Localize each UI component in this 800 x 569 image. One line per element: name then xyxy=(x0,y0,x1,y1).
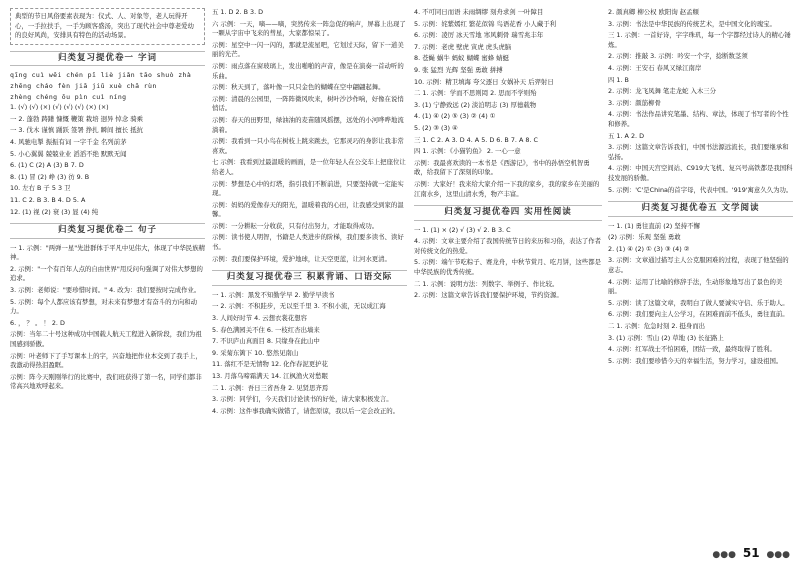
answer-line: 4. 示例：这件事我确实做错了，请您原谅，我以后一定会改正的。 xyxy=(212,406,400,415)
answer-line: 2. 示例：推敲 3. 示例：吟安一个字，捻断数茎须 xyxy=(608,52,748,61)
answer-line: 示例：叶老师下了手写课本上的字，兴奋地把作业本交到了我手上，我激动得热泪盈眶。 xyxy=(10,351,202,370)
answer-line: 7. 示例：老虎 壁虎 寅虎 虎头虎脑 xyxy=(414,42,512,51)
answer-line: 3. 人间好时节 4. 云想衣裳花想容 xyxy=(212,314,307,323)
answer-line: 5. 春色满园关不住 6. 一枝红杏出墙来 xyxy=(212,325,320,334)
section-heading-words: 归类复习提优卷一 字词 xyxy=(10,51,205,67)
answer-line: 4. 示例：运用了比喻的修辞手法，生动形象地写出了景色的美丽。 xyxy=(608,277,783,296)
answer-line: 一 2. 蓬勃 踌躇 慷慨 鞭策 栽培 迥异 悼念 骑乘 xyxy=(10,114,144,123)
answer-line: 3. 示例：这篇文章告诉我们，中国书法源远流长，我们要继承和弘扬。 xyxy=(608,143,789,161)
answer-line: 2. 示例：龙飞凤舞 笔走龙蛇 入木三分 xyxy=(608,87,717,96)
answer-line: 11. C 2. B 3. B 4. D 5. A xyxy=(10,195,86,204)
answer-line: 2. (1) ④ (2) ① (3) ③ (4) ② xyxy=(608,244,690,253)
answer-line: 6. 示例：我们要向主人公学习，在困难面前不低头，勇往直前。 xyxy=(608,310,789,319)
answer-line: 一 2. 示例：不积跬步，无以至千里 3. 不积小流，无以成江海 xyxy=(212,302,386,311)
intro-note: 典型的节日风俗要素表现为：仪式、人、对象等，老人玩得开心，一手拉扶手，一手为顾客盛汤，突出了现代社会中尊老爱幼的良好风尚，安排具有特色的活动场景。 xyxy=(10,8,205,45)
answer-line: 示例：一分耕耘一分收获，只有付出努力，才能取得成功。 xyxy=(212,221,379,230)
answer-line: 3. 示例：书法是中华民族的传统艺术，是中国文化的瑰宝。 xyxy=(608,19,776,28)
answer-line: 4. 风驰电掣 振振有词 一字千金 名列前茅 xyxy=(10,137,127,146)
answer-line: 4. 示例：文章主要介绍了我国传统节日的来历和习俗，表达了作者对传统文化的热爱。 xyxy=(414,237,602,255)
answer-line: 示例：星空中一闪一闪的，那就是流星吧，它划过天际，留下一道美丽的光芒。 xyxy=(212,40,404,59)
answer-line: 示例：春天的田野里，绿油油的麦苗随风摇摆，远处的小河哗哗地流淌着。 xyxy=(212,115,404,134)
answer-line: 6. ， ？ 。 ！ 2. D xyxy=(10,318,65,327)
answer-line: 5. 示例：我们要珍惜今天的幸福生活，努力学习，建设祖国。 xyxy=(608,356,783,365)
answer-line: 一 1. (1) 勇往直前 (2) 坚持不懈 xyxy=(608,221,700,230)
section-heading-practical-reading: 归类复习提优卷四 实用性阅读 xyxy=(414,205,602,221)
answer-line: 二 1. 示例：危急时刻 2. 挺身而出 xyxy=(608,322,706,331)
answer-line: 示例：雨点落在窗玻璃上，发出啪啪的声音，像是在演奏一首动听的乐曲。 xyxy=(212,61,404,80)
answer-column-3 xyxy=(414,8,602,303)
answer-line: 示例：大家好！我来给大家介绍一下我的家乡，我的家乡在美丽的江南水乡，这里山清水秀，物产丰富。 xyxy=(414,179,600,198)
answer-line: 示例：读书使人明智，书籍是人类进步的阶梯，我们要多读书、读好书。 xyxy=(212,233,404,252)
answer-line: 5. 示例：'C'是China的首字母，代表中国。'919'寓意久久为功。 xyxy=(608,185,793,194)
answer-line: 2. 示例："一个有百年人点的自由世界"用反问句强调了对伟大梦想的追求。 xyxy=(10,264,203,283)
page-number: 51 xyxy=(742,546,760,561)
answer-line: 4. 不可同日而语 未雨绸缪 刻舟求剑 一叶障目 xyxy=(414,8,544,16)
answer-line: 示例：我看到一只小鸟在树枝上跳来跳去，它那灵巧的身影让我非常喜欢。 xyxy=(212,137,404,155)
star-dots-icon: ●●● xyxy=(766,550,790,561)
answer-line: 示例：清晨的公园里，一阵阵微风吹来，树叶沙沙作响，好像在说悄悄话。 xyxy=(212,94,404,113)
answer-line: 示例：阵今天刚刚举行的比赛中，我们班获得了第一名，同学们都非常高兴地欢呼起来。 xyxy=(10,372,202,391)
answer-line: 12. (1) 视 (2) 衰 (3) 显 (4) 纯 xyxy=(10,207,99,216)
pinyin-line: zhēng cháo fèn jiā jiǔ xuè chā rùn xyxy=(10,81,157,90)
answer-line: 8. (1) 冒 (2) 峥 (3) 彷 9. B xyxy=(10,172,90,181)
answer-line: 四 1. 示例：《小猫钓鱼》 2. 一心一意 xyxy=(414,147,521,156)
answer-line: 5. 示例：每个人都应该有梦想，对未来有梦想才有奋斗的方向和动力。 xyxy=(10,297,198,316)
answer-line: 3. 示例：颜筋柳骨 xyxy=(608,98,661,107)
answer-line: 一 1. 示例："两弹一星"先进群体于平凡中见伟大，体现了中华民族精神。 xyxy=(10,243,205,262)
answer-line: 五 1. A 2. D xyxy=(608,131,645,140)
answer-line: 2. 示例：这篇文章告诉我们要保护环境，节约资源。 xyxy=(414,291,563,300)
answer-line: 3. 示例：文章通过描写主人公克服困难的过程，表现了他坚强的意志。 xyxy=(608,256,789,275)
answer-line: 9. 张 猛烈 光辉 坚强 勇敢 拼搏 xyxy=(414,65,503,74)
answer-line: 1. (√) (√) (×) (√) (√) (√) (×) (×) xyxy=(10,103,109,112)
answer-line: 6. 示例：凌厉 冰天雪地 寒风刺骨 瑞雪兆丰年 xyxy=(414,31,544,40)
page-footer xyxy=(712,546,790,561)
answer-line: 3. 示例：同学们，今天我们讨论读书的好处，请大家积极发言。 xyxy=(212,395,393,404)
answer-line: 三 1. 示例：一首好诗，字字珠玑，每一个字都经过诗人的精心锤炼。 xyxy=(608,31,791,49)
answer-line: 6. (1) C (2) A (3) B 7. D xyxy=(10,161,84,170)
section-heading-recitation: 归类复习提优卷三 积累背诵、口语交际 xyxy=(212,270,407,286)
answer-line: 3. 示例：老师说："要珍惜时间。" 4. 改为：我们要按时完成作业。 xyxy=(10,286,201,295)
answer-line: 二 1. 示例：吾日三省吾身 2. 见贤思齐焉 xyxy=(212,383,329,392)
answer-line: 四 1. B xyxy=(608,75,629,84)
answer-line: 示例：妈妈的爱像春天的阳光，温暖着我的心田，让我感受到家的温馨。 xyxy=(212,200,404,219)
answer-line: 9. 采菊东篱下 10. 悠然见南山 xyxy=(212,348,299,357)
answer-line: 5. 小心翼翼 兢兢业业 滔滔不绝 默默无闻 xyxy=(10,149,127,158)
answer-line: 一 1. (1) × (2) √ (3) √ 2. B 3. C xyxy=(414,225,511,234)
answer-line: 4. 示例：红军战士不怕困难，团结一致，最终取得了胜利。 xyxy=(608,345,776,354)
answer-line: 10. 左右 B 子 5 3 卫 xyxy=(10,184,71,193)
answer-line: 4. 示例：王安石 春风又绿江南岸 xyxy=(608,63,702,72)
pinyin-line: qīng cuì wēi chén pī liè jiǎn tāo shuò zhà xyxy=(10,71,192,80)
answer-line: 一 1. 示例：黑发不知勤学早 2. 勤学早读书 xyxy=(212,290,335,299)
answer-line: 4. (1) ④ (2) ⑤ (3) ② (4) ① xyxy=(414,112,496,121)
answer-line: 示例：秋天到了，落叶像一只只金色的蝴蝶在空中翩翩起舞。 xyxy=(212,83,385,92)
answer-line: 5. 示例：端午节吃粽子、赛龙舟，中秋节赏月、吃月饼，这些都是中华民族的优秀传统。 xyxy=(414,258,602,277)
answer-line: 8. 苍蝇 蜗牛 蚂蚁 蝴蝶 蜜蜂 蜻蜓 xyxy=(414,54,509,63)
answer-line: 示例：我们要保护环境，爱护地球，让天空更蓝，让河水更清。 xyxy=(212,254,391,263)
answer-line: 10. 示例：精卫填海 夸父逐日 女娲补天 后羿射日 xyxy=(414,77,554,86)
answer-line: 5. 示例：读了这篇文章，我明白了做人要诚实守信、乐于助人。 xyxy=(608,298,789,307)
answer-line: 六 示例：一天，嘀——嘀，突然传来一阵急促的响声，屏幕上出现了一颗从宇宙中飞来的彗星，大家都惊呆了。 xyxy=(212,19,406,38)
answer-line: 示例：梦想是心中的灯塔，指引我们不断前进，只要坚持就一定能实现。 xyxy=(212,179,404,198)
answer-line: 五 1. D 2. B 3. D xyxy=(212,8,264,16)
answer-line: 3. (1) 宁静致远 (2) 淡泊明志 (3) 厚德载物 xyxy=(414,100,537,109)
answer-line: (2) 示例：乐观 坚强 勇敢 xyxy=(608,233,681,242)
answer-line: 4. 示例：中国天宫空间站、C919大飞机、复兴号高铁都是我国科技发展的骄傲。 xyxy=(608,164,793,182)
answer-line: 示例：我最喜欢读的一本书是《西游记》，书中的孙悟空机智勇敢，给我留下了深刻的印象。 xyxy=(414,158,590,177)
answer-line: 11. 落红不是无情物 12. 化作春泥更护花 xyxy=(212,360,328,369)
section-heading-literary-reading: 归类复习提优卷五 文学阅读 xyxy=(608,201,793,217)
answer-column-2 xyxy=(212,8,407,418)
answer-line: 3. (1) 示例：雪山 (2) 草地 (3) 长征路上 xyxy=(608,333,724,342)
answer-line: 示例：当年二十号这种成功中国载人航天工程进入新阶段，我们为祖国感到骄傲。 xyxy=(10,330,202,349)
answer-line: 一 3. 伐木 谨慎 踊跃 签署 挣扎 瞬间 擅长 抵抗 xyxy=(10,126,144,135)
answer-column-4 xyxy=(608,8,793,368)
answer-line: 2. 颜真卿 柳公权 欧阳询 赵孟頫 xyxy=(608,8,699,16)
answer-column-1 xyxy=(10,8,205,394)
answer-line: 三 1. C 2. A 3. D 4. A 5. D 6. B 7. A 8. C xyxy=(414,135,538,144)
answer-line: 5. 示例：姹紫嫣红 繁花似锦 鸟语花香 小人藏于利 xyxy=(414,19,557,28)
answer-line: 二 1. 示例：说明方法：列数字、举例子、作比较。 xyxy=(414,279,559,288)
pinyin-line: zhèng chéng ōu pìn cuì níng xyxy=(10,92,127,101)
section-heading-sentences: 归类复习提优卷二 句子 xyxy=(10,223,205,239)
answer-line: 二 1. 示例：学而不思则罔 2. 思而不学则殆 xyxy=(414,89,537,98)
answer-line: 4. 示例：书法作品讲究笔墨、结构、章法，体现了书写者的个性和修养。 xyxy=(608,110,789,128)
answer-line: 13. 月落乌啼霜满天 14. 江枫渔火对愁眠 xyxy=(212,372,328,380)
star-dots-icon: ●●● xyxy=(712,550,736,561)
answer-line: 7. 不识庐山真面目 8. 只缘身在此山中 xyxy=(212,337,320,346)
answer-line: 5. (2) ③ (3) ④ xyxy=(414,123,458,132)
answer-line: 七 示例：我看到过最温暖的画面，是一位年轻人在公交车上把座位让给老人。 xyxy=(212,158,406,176)
